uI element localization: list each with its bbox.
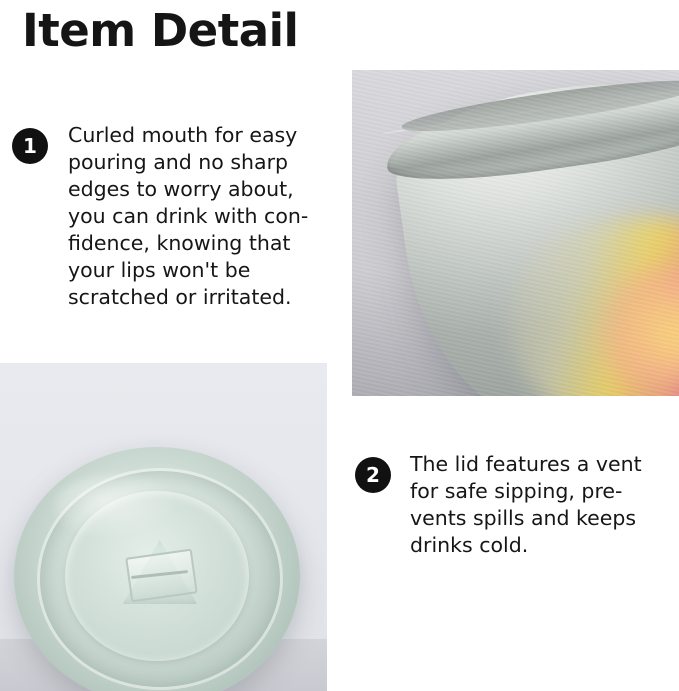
page-title: Item Detail	[22, 4, 299, 57]
callout-badge-2: 2	[355, 457, 391, 493]
callout-text-2: The lid features a vent for safe sipping, pre-vents spills and keeps drinks cold.	[410, 452, 642, 557]
lid-image	[14, 447, 300, 691]
product-photo-curled-mouth	[352, 70, 679, 396]
callout-text-1: Curled mouth for easy pouring and no sharp edges to worry about, you can drink with con-fidence, knowing that your lips won't be scratched or irritated.	[68, 123, 309, 309]
callout-badge-1: 1	[12, 128, 48, 164]
product-photo-lid	[0, 363, 327, 691]
lid-specular-highlight	[54, 473, 180, 540]
